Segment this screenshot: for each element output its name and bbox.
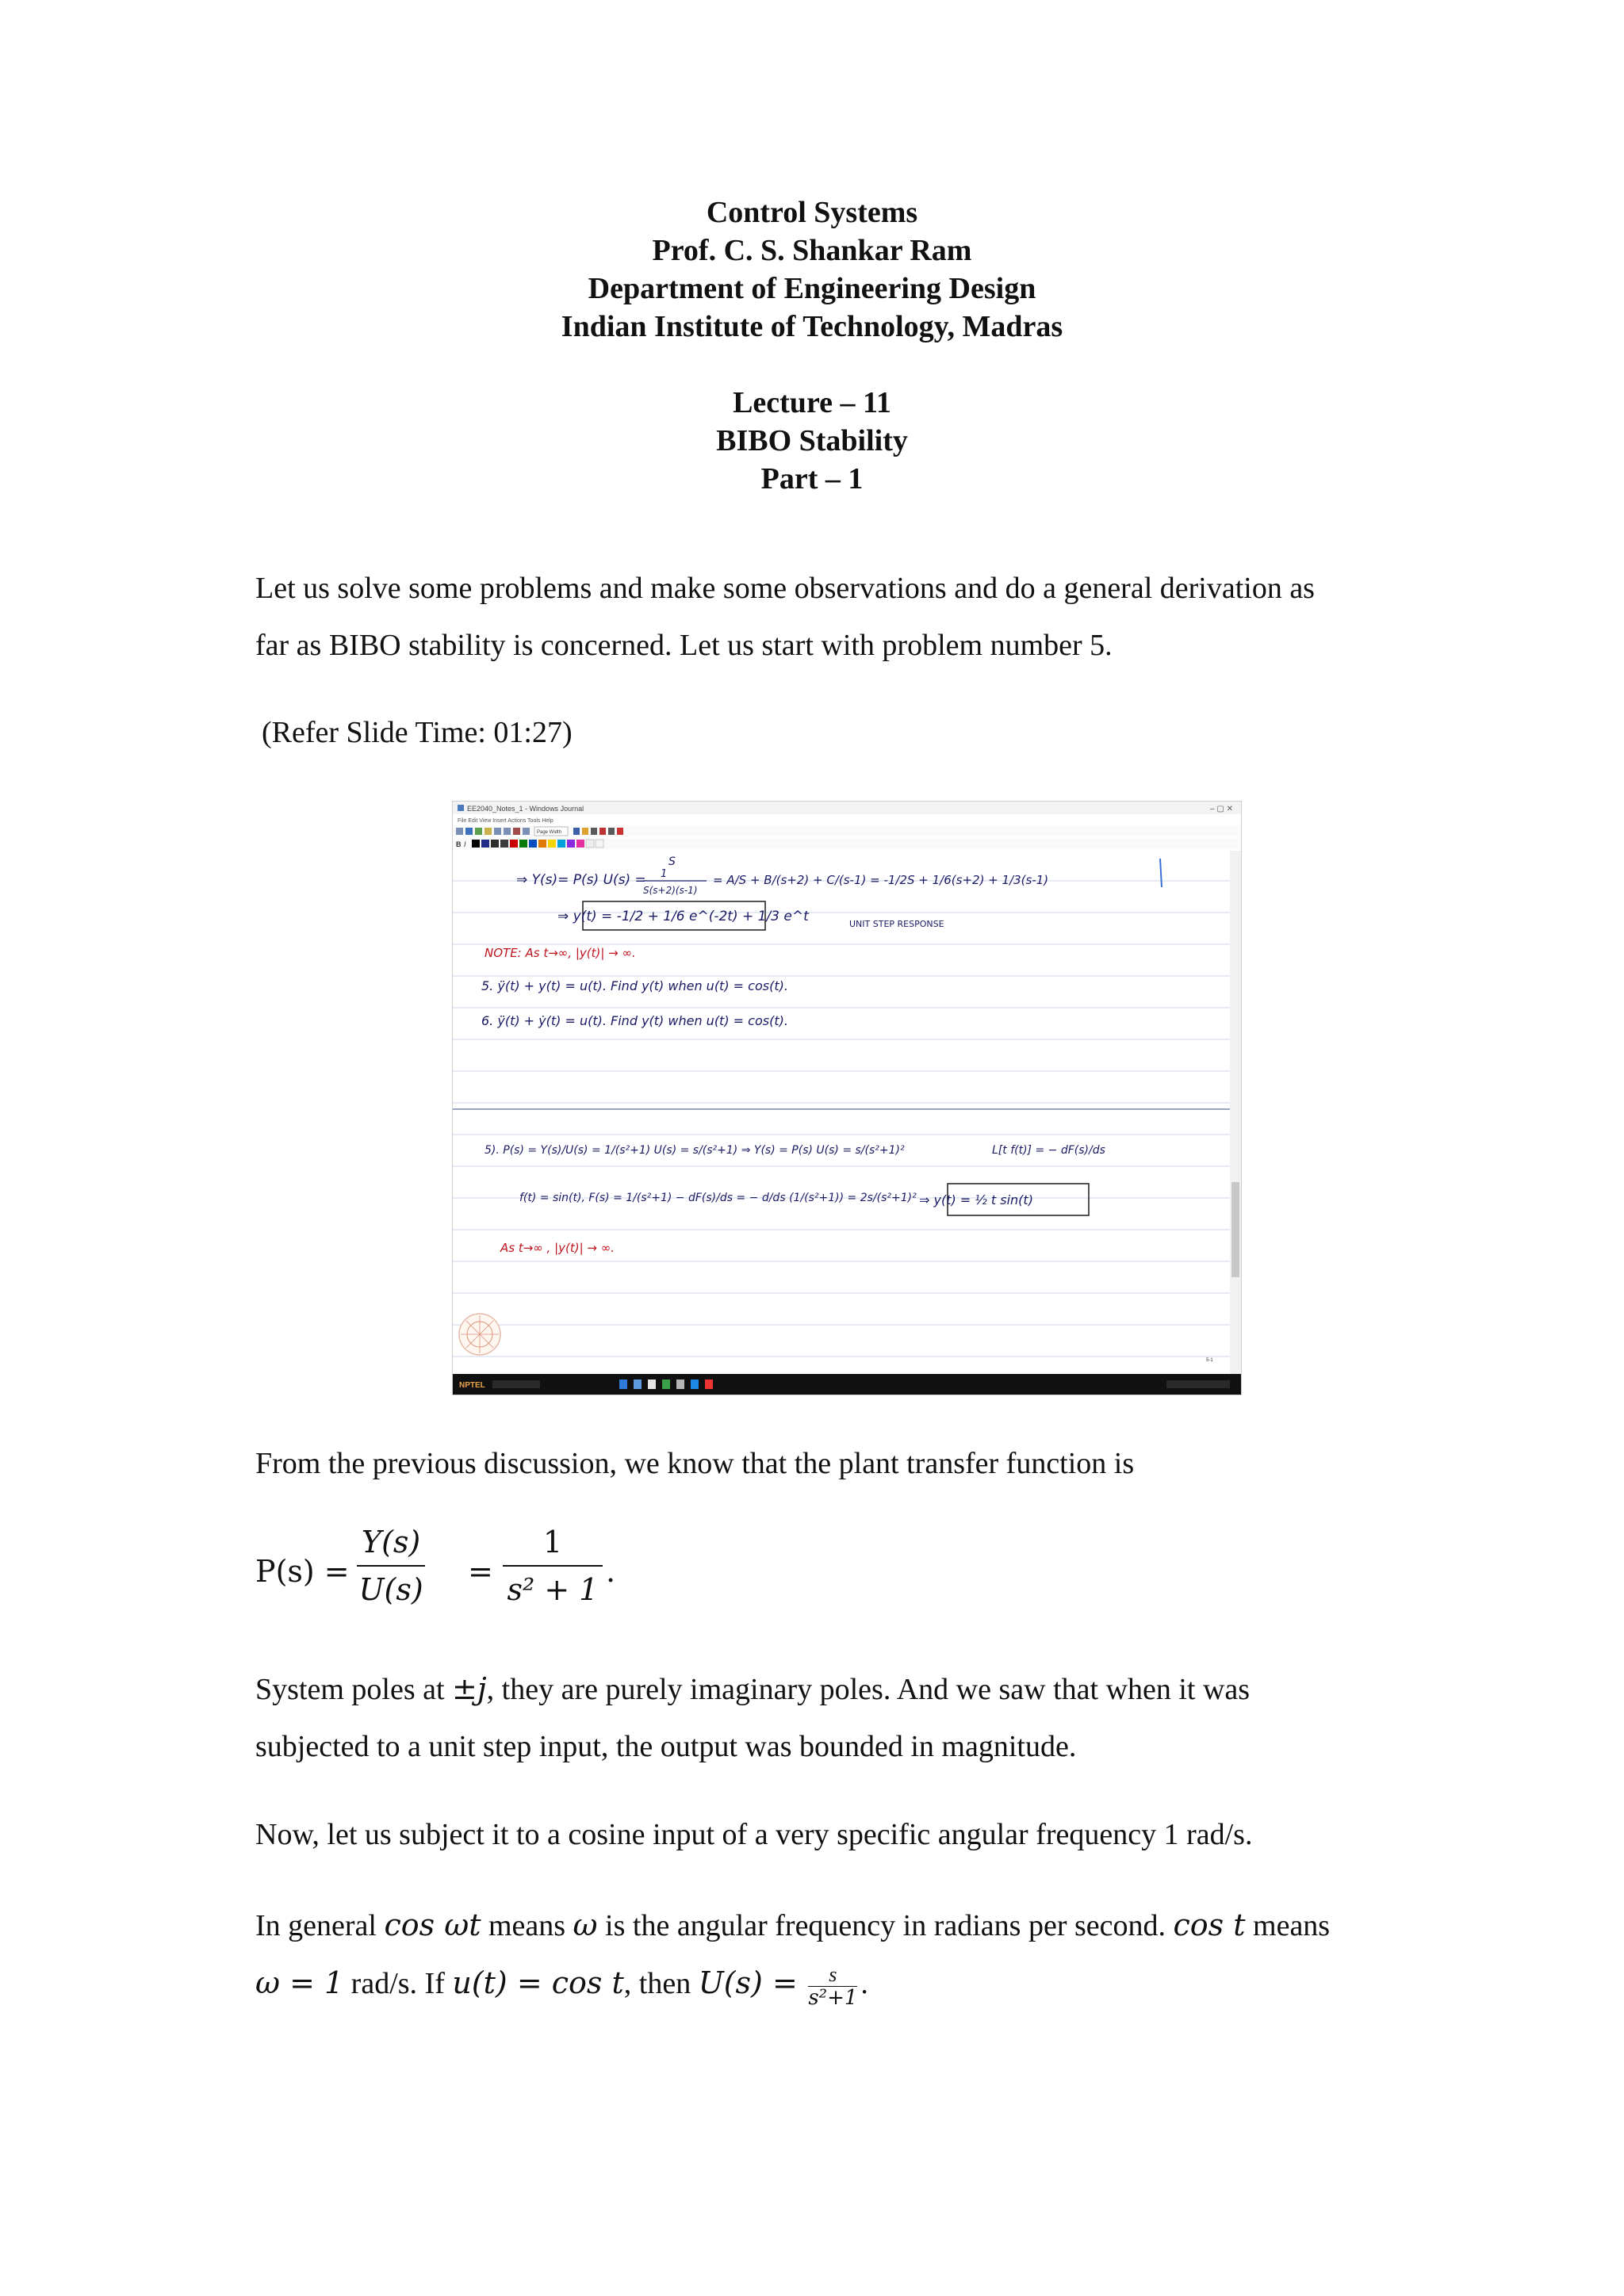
intro-line-2: far as BIBO stability is concerned. Let us start with problem number 5. xyxy=(255,629,1113,662)
slide-page-number: 5-1 xyxy=(1206,1358,1213,1363)
nptel-logo xyxy=(459,1314,500,1355)
slide-solution-line1: 5). P(s) = Y(s)/U(s) = 1/(s²+1) U(s) = s/(s²+1) ⇒ Y(s) = P(s) U(s) = s/(s²+1)² xyxy=(485,1144,905,1157)
general-text-a: In general xyxy=(255,1909,385,1942)
transfer-function-equation xyxy=(255,1522,890,1625)
laplace-fraction xyxy=(808,1964,857,2009)
general-text-b: means xyxy=(481,1909,573,1942)
general-period: . xyxy=(860,1967,868,2000)
fraction-1-denominator: U(s) xyxy=(358,1572,423,1607)
poles-symbol: ±j xyxy=(452,1671,487,1706)
math-cos-t: cos t xyxy=(1173,1908,1246,1942)
document-header xyxy=(0,193,1624,498)
intro-line-1: Let us solve some problems and make some observations and do a general derivation as xyxy=(255,572,1315,605)
slide-eq-line1: ⇒ Y(s)= P(s) U(s) = xyxy=(516,872,646,888)
slide-eq-top-s: S xyxy=(668,855,676,868)
slide-unit-step-label: UNIT STEP RESPONSE xyxy=(849,919,944,929)
math-u-t: u(t) = cos t xyxy=(452,1965,624,2000)
poles-text-1: System poles at xyxy=(255,1673,453,1706)
general-text-e: rad/s. If xyxy=(343,1967,453,2000)
slide-solution-result: ⇒ y(t) = ½ t sin(t) xyxy=(919,1192,1033,1207)
taskbar-nptel: NPTEL xyxy=(459,1381,485,1390)
slide-problem-6: 6. ÿ(t) + ẏ(t) = u(t). Find y(t) when u(t) = cos(t). xyxy=(481,1013,788,1028)
equation-equals: = xyxy=(468,1554,493,1589)
angular-frequency-paragraph xyxy=(255,1896,1429,2012)
lecture-number: Lecture – 11 xyxy=(733,386,891,419)
general-text-f: , then xyxy=(623,1967,699,2000)
equation-fraction-1 xyxy=(357,1522,425,1609)
slide-eq-line2: ⇒ y(t) = -1/2 + 1/6 e^(-2t) + 1/3 e^t xyxy=(557,909,809,924)
transfer-function-intro: From the previous discussion, we know that the plant transfer function is xyxy=(255,1447,1135,1480)
slide-canvas xyxy=(453,802,1241,1395)
fraction-1-numerator: Y(s) xyxy=(357,1522,425,1567)
slide-solution-line2: f(t) = sin(t), F(s) = 1/(s²+1) − dF(s)/ds = − d/ds (1/(s²+1)) = 2s/(s²+1)² xyxy=(519,1192,917,1204)
equation-fraction-2 xyxy=(503,1522,603,1609)
institute-name: Indian Institute of Technology, Madras xyxy=(561,310,1063,343)
slide-eq-line1-rest: = A/S + B/(s+2) + C/(s-1) = -1/2S + 1/6(s+2) + 1/3(s-1) xyxy=(713,873,1049,887)
slide-solution-note: As t→∞ , |y(t)| → ∞. xyxy=(500,1241,615,1255)
equation-period: . xyxy=(606,1554,616,1589)
laplace-fraction-numerator: s xyxy=(808,1964,857,1987)
svg-text:B: B xyxy=(456,840,462,848)
slide-eq-frac-den: S(s+2)(s-1) xyxy=(643,885,698,896)
math-cos-wt: cos ωt xyxy=(384,1908,481,1942)
cosine-input-paragraph: Now, let us subject it to a cosine input of a very specific angular frequency 1 rad/s. xyxy=(255,1818,1253,1851)
general-text-c: is the angular frequency in radians per second. xyxy=(597,1909,1174,1942)
slide-laplace-rule: L[t f(t)] = − dF(s)/ds xyxy=(992,1144,1105,1157)
course-title: Control Systems xyxy=(706,196,918,229)
poles-paragraph xyxy=(255,1660,1429,1775)
menu-bar-text: File Edit View Insert Actions Tools Help xyxy=(458,818,553,824)
equation-lhs: P(s) = xyxy=(255,1554,350,1589)
lecture-topic: BIBO Stability xyxy=(716,424,908,457)
poles-line-2: subjected to a unit step input, the output was bounded in magnitude. xyxy=(255,1730,1077,1763)
page-width-select: Page Width xyxy=(537,830,562,835)
math-U-s: U(s) = xyxy=(698,1965,798,2000)
department-name: Department of Engineering Design xyxy=(588,272,1036,305)
slide-note: NOTE: As t→∞, |y(t)| → ∞. xyxy=(485,946,636,960)
slide-problem-5: 5. ÿ(t) + y(t) = u(t). Find y(t) when u(t) = cos(t). xyxy=(481,978,788,993)
slide-screenshot xyxy=(452,801,1242,1395)
fraction-2-denominator: s² + 1 xyxy=(507,1572,599,1607)
poles-text-2: , they are purely imaginary poles. And we saw that when it was xyxy=(486,1673,1251,1706)
intro-paragraph xyxy=(255,560,1429,674)
app-title-text: EE2040_Notes_1 - Windows Journal xyxy=(467,805,584,813)
lecture-part: Part – 1 xyxy=(760,462,864,496)
general-text-d: means xyxy=(1245,1909,1331,1942)
slide-eq-frac-num: 1 xyxy=(661,868,668,880)
svg-text:– ▢ ✕: – ▢ ✕ xyxy=(1210,805,1233,813)
refer-slide-time: (Refer Slide Time: 01:27) xyxy=(262,716,573,749)
svg-text:I: I xyxy=(464,840,466,848)
laplace-fraction-denominator: s²+1 xyxy=(808,1985,858,2010)
fraction-2-numerator: 1 xyxy=(503,1522,603,1567)
math-omega: ω xyxy=(573,1908,598,1942)
math-omega-eq: ω = 1 xyxy=(255,1965,344,2000)
professor-name: Prof. C. S. Shankar Ram xyxy=(652,234,972,267)
